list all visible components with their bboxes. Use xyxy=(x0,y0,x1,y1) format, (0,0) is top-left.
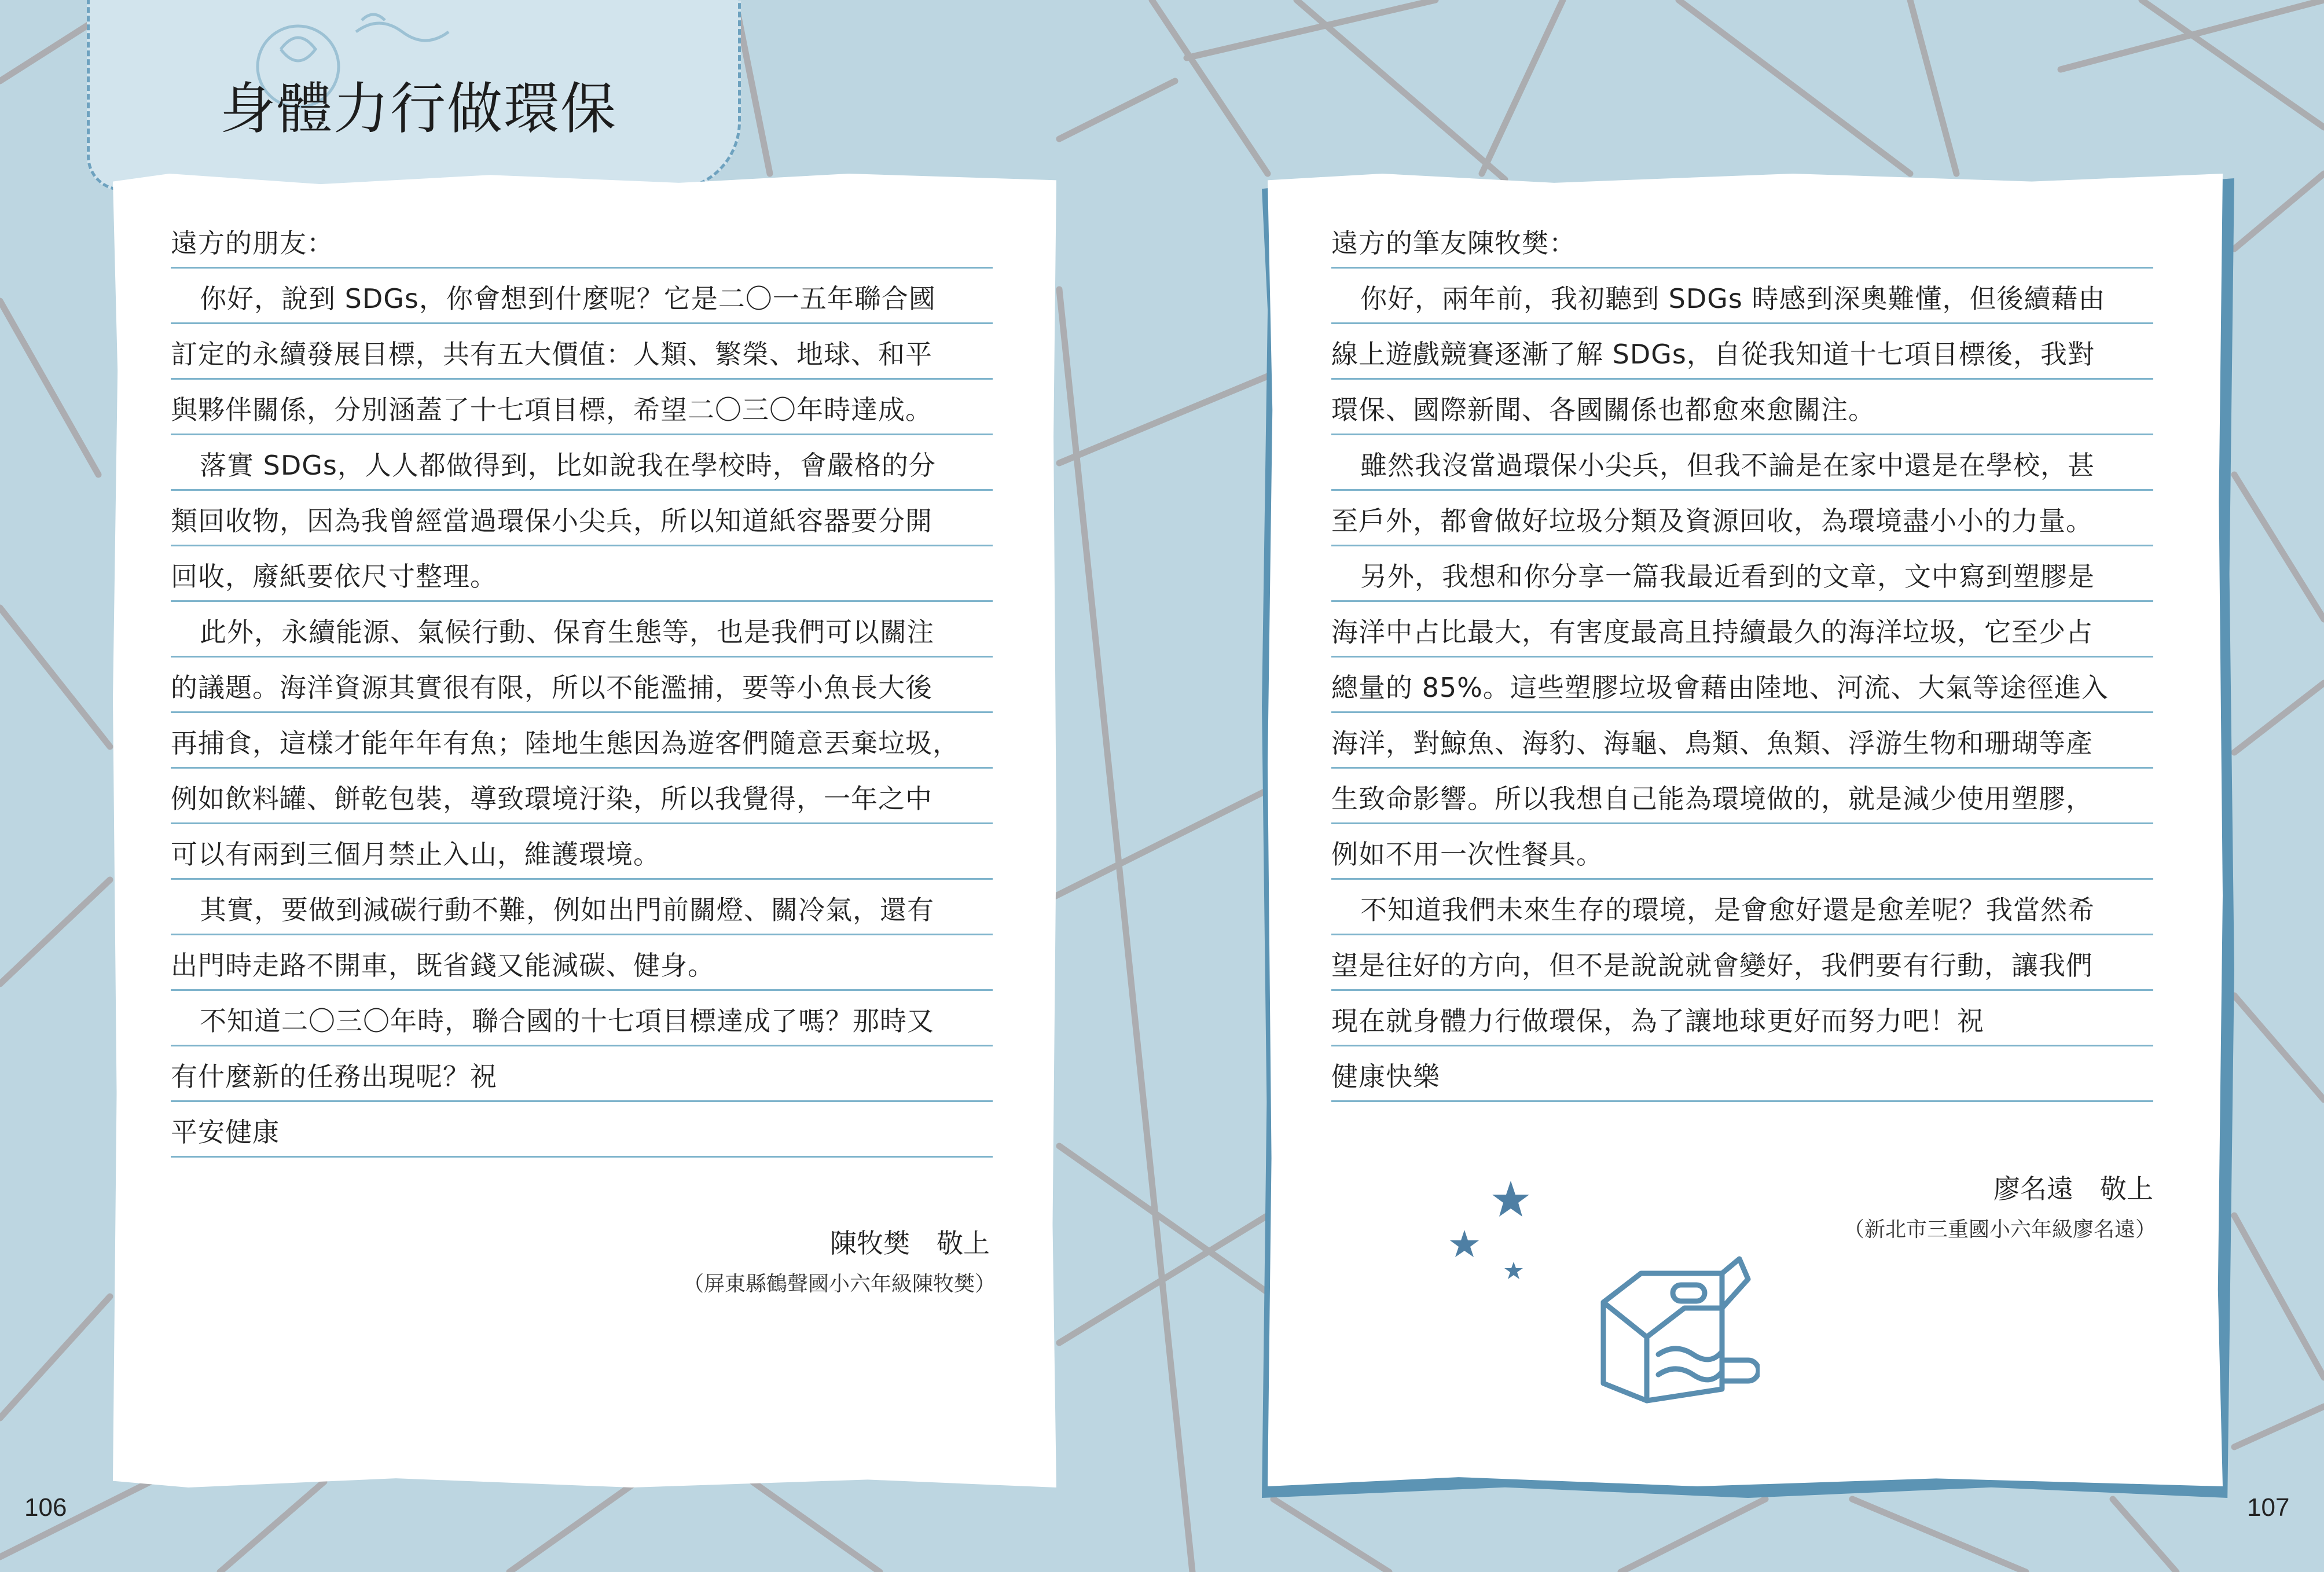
right-letter-signature: 廖名遠 敬上 xyxy=(1993,1173,2153,1204)
right-letter-line: 望是往好的方向，但不是說說就會變好，我們要有行動，讓我們 xyxy=(1331,935,2153,991)
left-letter-line: 有什麼新的任務出現呢？祝 xyxy=(171,1046,993,1102)
left-letter-line: 遠方的朋友： xyxy=(171,213,993,269)
left-letter-line: 的議題。海洋資源其實很有限，所以不能濫捕，要等小魚長大後 xyxy=(171,658,993,713)
left-letter-line: 類回收物，因為我曾經當過環保小尖兵，所以知道紙容器要分開 xyxy=(171,491,993,546)
left-letter-line: 出門時走路不開車，既省錢又能減碳、健身。 xyxy=(171,935,993,991)
left-letter-line: 與夥伴關係，分別涵蓋了十七項目標，希望二〇三〇年時達成。 xyxy=(171,380,993,435)
right-letter-line: 海洋中占比最大，有害度最高且持續最久的海洋垃圾，它至少占 xyxy=(1331,602,2153,658)
page-title: 身體力行做環保 xyxy=(220,76,617,141)
right-letter-line: 至戶外，都會做好垃圾分類及資源回收，為環境盡小小的力量。 xyxy=(1331,491,2153,546)
left-letter-school: （屏東縣鶴聲國小六年級陳牧樊） xyxy=(682,1272,996,1296)
left-letter-line: 平安健康 xyxy=(171,1102,993,1158)
left-letter-line: 其實，要做到減碳行動不難，例如出門前關燈、關冷氣，還有 xyxy=(171,880,993,935)
right-letter-line: 健康快樂 xyxy=(1331,1046,2153,1102)
left-letter-signature: 陳牧樊 敬上 xyxy=(830,1228,990,1259)
right-letter-line: 現在就身體力行做環保，為了讓地球更好而努力吧！祝 xyxy=(1331,991,2153,1046)
right-letter-line: 總量的 85%。這些塑膠垃圾會藉由陸地、河流、大氣等途徑進入 xyxy=(1331,658,2153,713)
left-letter-line: 可以有兩到三個月禁止入山，維護環境。 xyxy=(171,824,993,880)
right-letter-school: （新北市三重國小六年級廖名遠） xyxy=(1843,1218,2156,1242)
right-letter-line: 環保、國際新聞、各國關係也都愈來愈關注。 xyxy=(1331,380,2153,435)
left-letter-line: 落實 SDGs，人人都做得到，比如說我在學校時，會嚴格的分 xyxy=(171,435,993,491)
left-letter-line: 回收，廢紙要依尺寸整理。 xyxy=(171,546,993,602)
left-letter-line: 不知道二〇三〇年時，聯合國的十七項目標達成了嗎？那時又 xyxy=(171,991,993,1046)
right-letter-line: 另外，我想和你分享一篇我最近看到的文章，文中寫到塑膠是 xyxy=(1331,546,2153,602)
right-letter-line: 你好，兩年前，我初聽到 SDGs 時感到深奧難懂，但後續藉由 xyxy=(1331,269,2153,324)
right-letter-line: 線上遊戲競賽逐漸了解 SDGs，自從我知道十七項目標後，我對 xyxy=(1331,324,2153,380)
left-letter-body xyxy=(171,213,993,1158)
left-letter-line: 例如飲料罐、餅乾包裝，導致環境汙染，所以我覺得，一年之中 xyxy=(171,769,993,824)
left-letter-line: 你好，說到 SDGs，你會想到什麼呢？它是二〇一五年聯合國 xyxy=(171,269,993,324)
page-number-right: 107 xyxy=(2247,1493,2290,1522)
left-letter-line: 再捕食，這樣才能年年有魚；陸地生態因為遊客們隨意丟棄垃圾， xyxy=(171,713,993,769)
right-letter-line: 雖然我沒當過環保小尖兵，但我不論是在家中還是在學校，甚 xyxy=(1331,435,2153,491)
right-letter-line: 例如不用一次性餐具。 xyxy=(1331,824,2153,880)
milk-carton-icon xyxy=(1586,1244,1760,1406)
left-letter-line: 此外，永續能源、氣候行動、保育生態等，也是我們可以關注 xyxy=(171,602,993,658)
right-letter-body xyxy=(1331,213,2153,1102)
right-letter-line: 生致命影響。所以我想自己能為環境做的，就是減少使用塑膠， xyxy=(1331,769,2153,824)
right-letter-line: 遠方的筆友陳牧樊： xyxy=(1331,213,2153,269)
page-number-left: 106 xyxy=(24,1493,67,1522)
stars-icon xyxy=(1441,1175,1545,1291)
right-letter-line: 不知道我們未來生存的環境，是會愈好還是愈差呢？我當然希 xyxy=(1331,880,2153,935)
right-letter-line: 海洋，對鯨魚、海豹、海龜、鳥類、魚類、浮游生物和珊瑚等產 xyxy=(1331,713,2153,769)
left-letter-line: 訂定的永續發展目標，共有五大價值：人類、繁榮、地球、和平 xyxy=(171,324,993,380)
